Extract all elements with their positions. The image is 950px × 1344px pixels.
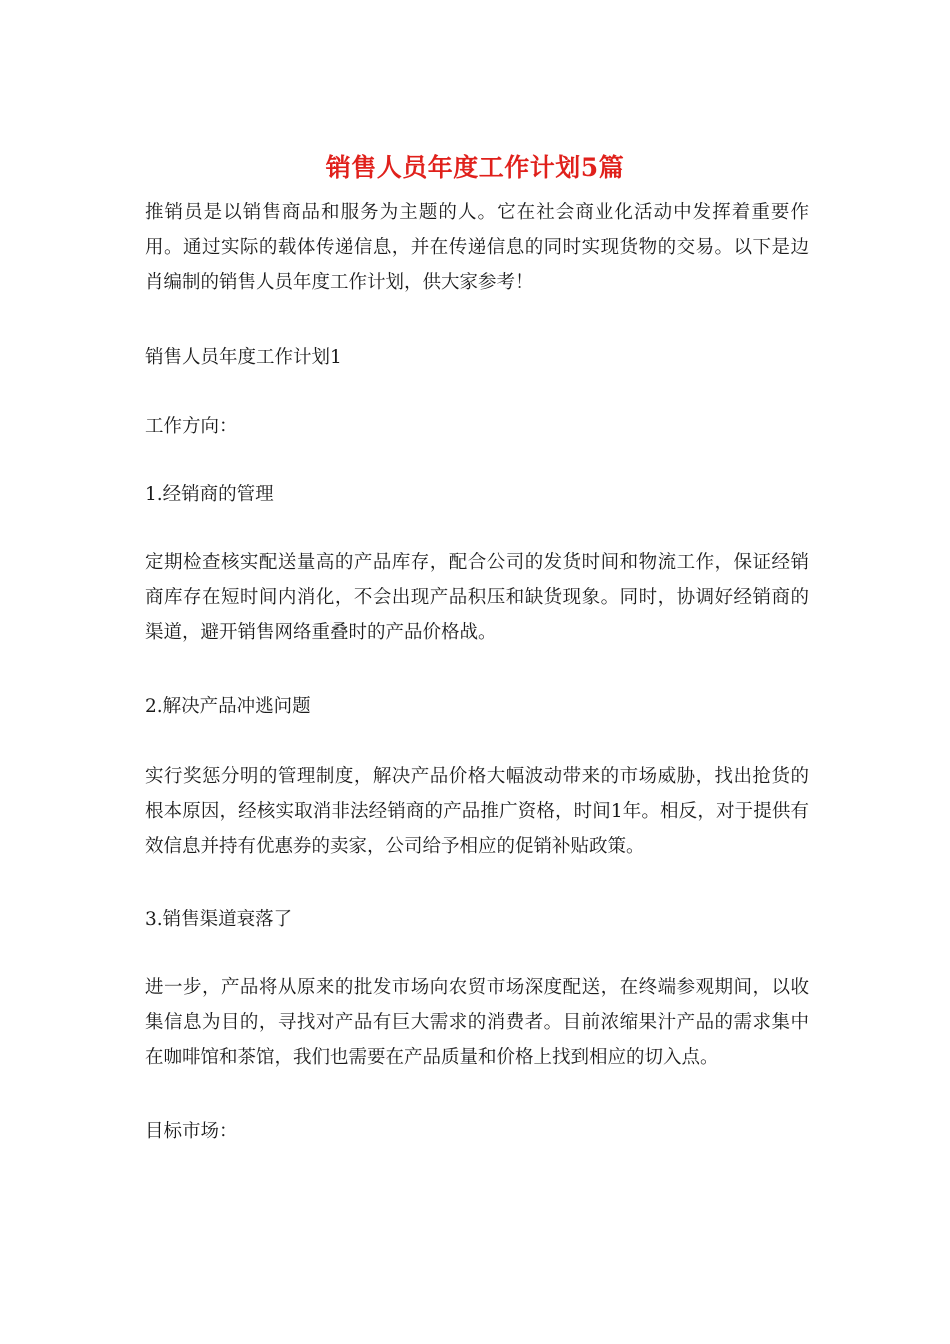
section-3-paragraph: 进一步，产品将从原来的批发市场向农贸市场深度配送，在终端参观期间，以收集信息为目的，寻找对产品有巨大需求的消费者。目前浓缩果汁产品的需求集中在咖啡馆和茶馆，我们也需要在产品质量和价格上找到相应的切入点。 <box>145 977 809 1068</box>
work-direction-heading: 工作方向： <box>145 416 238 437</box>
intro-paragraph: 推销员是以销售商品和服务为主题的人。它在社会商业化活动中发挥着重要作用。通过实际的载体传递信息，并在传递信息的同时实现货物的交易。以下是边肖编制的销售人员年度工作计划，供大家参考！ <box>145 202 809 293</box>
section-3-heading: 3.销售渠道衰落了 <box>145 909 293 930</box>
plan-1-heading: 销售人员年度工作计划1 <box>145 347 342 368</box>
section-2-heading: 2.解决产品冲逃问题 <box>145 696 311 717</box>
section-1-paragraph: 定期检查核实配送量高的产品库存，配合公司的发货时间和物流工作，保证经销商库存在短时间内消化，不会出现产品积压和缺货现象。同时，协调好经销商的渠道，避开销售网络重叠时的产品价格战。 <box>145 552 809 643</box>
section-2-paragraph: 实行奖惩分明的管理制度，解决产品价格大幅波动带来的市场威胁，找出抢货的根本原因，经核实取消非法经销商的产品推广资格，时间1年。相反，对于提供有效信息并持有优惠券的卖家，公司给予相应的促销补贴政策。 <box>145 766 809 857</box>
document-title: 销售人员年度工作计划5篇 <box>325 153 625 182</box>
target-market-heading: 目标市场： <box>145 1121 238 1142</box>
section-1-heading: 1.经销商的管理 <box>145 484 274 505</box>
